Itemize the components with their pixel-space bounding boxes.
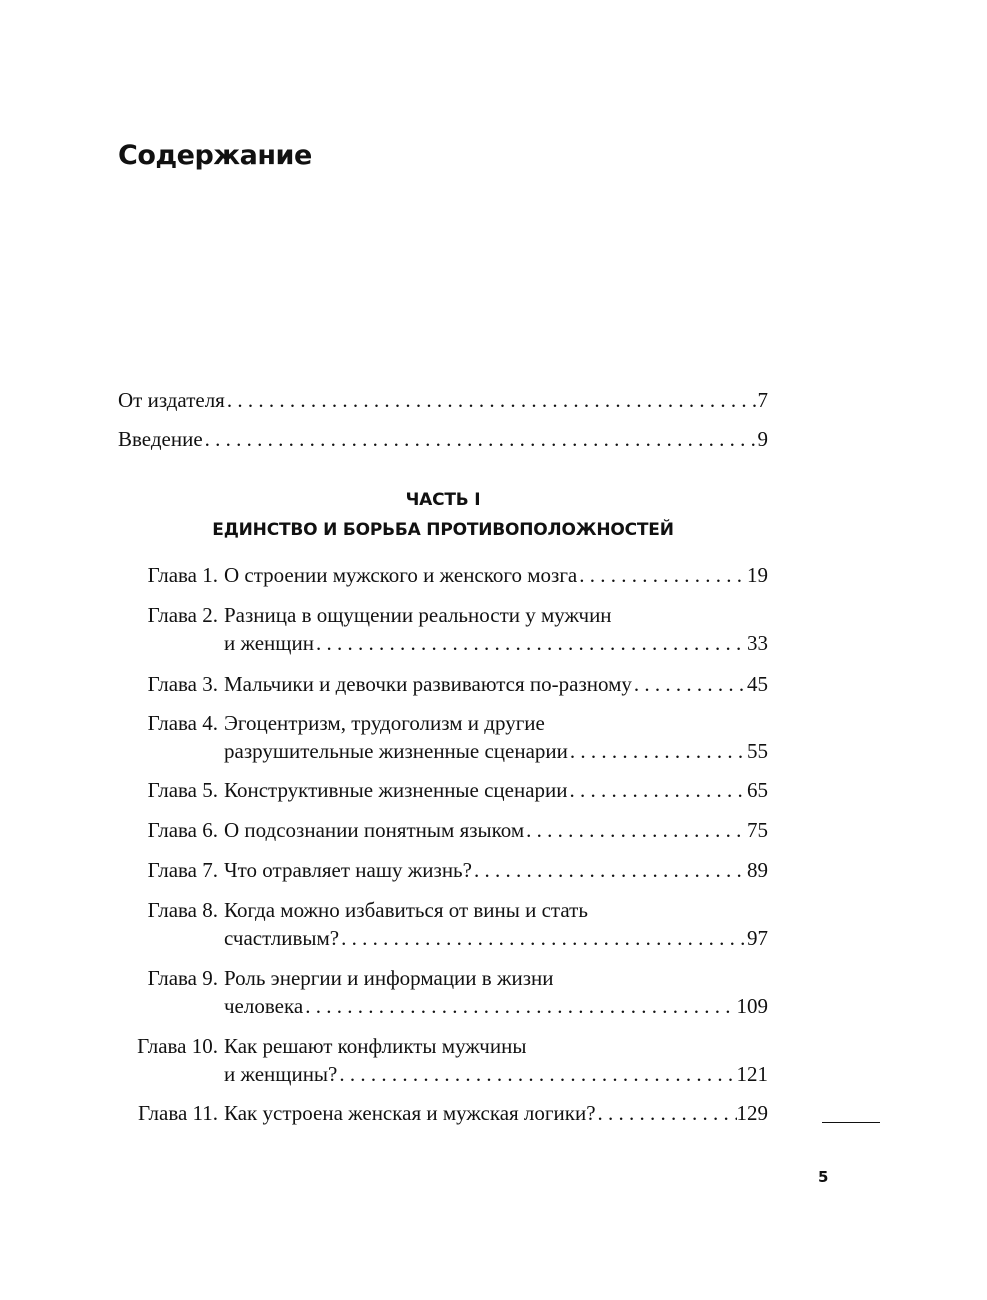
- chapter-label: Глава 5.: [147, 778, 218, 802]
- dot-leader: [577, 563, 747, 588]
- chapter-title: Что отравляет нашу жизнь?: [224, 858, 472, 882]
- toc-entry-chapter-5: [126, 778, 768, 803]
- dot-leader: [203, 427, 758, 452]
- toc-entry-introduction: [118, 427, 768, 452]
- chapter-label: Глава 2.: [147, 603, 218, 627]
- dot-leader: [568, 739, 747, 764]
- chapter-page: 33: [747, 631, 768, 655]
- toc-entry-title: Введение: [118, 427, 203, 451]
- chapter-page: 129: [736, 1101, 768, 1125]
- chapter-label: Глава 11.: [137, 1101, 218, 1125]
- chapter-title-cont: и женщин: [224, 631, 314, 655]
- toc-entry-chapter-3: [126, 672, 768, 697]
- toc-entry-page: 7: [757, 388, 768, 412]
- chapter-title-cont: и женщины?: [224, 1062, 338, 1086]
- dot-leader: [303, 994, 736, 1019]
- chapter-label: Глава 3.: [147, 672, 218, 696]
- chapter-title: О строении мужского и женского мозга: [224, 563, 578, 587]
- toc-entry-chapter-2-cont: [224, 631, 768, 656]
- chapter-page: 19: [747, 563, 768, 587]
- chapter-page: 55: [747, 739, 768, 763]
- toc-entry-chapter-10: [118, 1034, 768, 1059]
- chapter-title-cont: счастливым?: [224, 926, 340, 950]
- toc-entry-title: От издателя: [118, 388, 225, 412]
- chapter-page: 45: [747, 672, 768, 696]
- chapter-title: Разница в ощущении реальности у мужчин: [224, 603, 612, 627]
- chapter-title: Роль энергии и информации в жизни: [224, 966, 554, 990]
- chapter-page: 109: [736, 994, 768, 1018]
- chapter-title: Когда можно избавиться от вины и стать: [224, 898, 588, 922]
- part-label: ЧАСТЬ I: [405, 490, 481, 510]
- chapter-title: Конструктивные жизненные сценарии: [224, 778, 568, 802]
- toc-entry-chapter-10-cont: [224, 1062, 768, 1087]
- dot-leader: [337, 1062, 736, 1087]
- dot-leader: [314, 631, 747, 656]
- chapter-label: Глава 4.: [147, 711, 218, 735]
- chapter-title: Мальчики и девочки развиваются по-разному: [224, 672, 632, 696]
- chapter-label: Глава 6.: [147, 818, 218, 842]
- dot-leader: [225, 388, 758, 413]
- toc-entry-chapter-9-cont: [224, 994, 768, 1019]
- toc-entry-chapter-11: [118, 1101, 768, 1126]
- chapter-label: Глава 1.: [147, 563, 218, 587]
- page-title: Содержание: [118, 140, 312, 171]
- chapter-title: Как устроена женская и мужская логики?: [224, 1101, 596, 1125]
- dot-leader: [596, 1101, 737, 1126]
- toc-entry-publisher: [118, 388, 768, 413]
- chapter-page: 75: [747, 818, 768, 842]
- toc-entry-chapter-8: [126, 898, 768, 923]
- chapter-page: 89: [747, 858, 768, 882]
- chapter-page: 121: [736, 1062, 768, 1086]
- page-number: 5: [818, 1168, 829, 1186]
- chapter-title: О подсознании понятным языком: [224, 818, 525, 842]
- chapter-title: Как решают конфликты мужчины: [224, 1034, 527, 1058]
- toc-entry-chapter-7: [126, 858, 768, 883]
- toc-entry-chapter-4-cont: [224, 739, 768, 764]
- toc-entry-chapter-6: [126, 818, 768, 843]
- toc-entry-chapter-2: [126, 603, 768, 628]
- dot-leader: [524, 818, 747, 843]
- chapter-title: Эгоцентризм, трудоголизм и другие: [224, 711, 545, 735]
- dot-leader: [632, 672, 747, 697]
- toc-entry-chapter-8-cont: [224, 926, 768, 951]
- chapter-title-cont: разрушительные жизненные сценарии: [224, 739, 568, 763]
- chapter-label: Глава 8.: [147, 898, 218, 922]
- toc-entry-chapter-1: [126, 563, 768, 588]
- chapter-page: 65: [747, 778, 768, 802]
- toc-entry-chapter-4: [126, 711, 768, 736]
- dot-leader: [568, 778, 747, 803]
- toc-entry-page: 9: [757, 427, 768, 451]
- chapter-label: Глава 7.: [147, 858, 218, 882]
- chapter-label: Глава 9.: [147, 966, 218, 990]
- part-title: ЕДИНСТВО И БОРЬБА ПРОТИВОПОЛОЖНОСТЕЙ: [212, 520, 674, 540]
- footer-rule: [822, 1122, 880, 1123]
- dot-leader: [472, 858, 747, 883]
- chapter-title-cont: человека: [224, 994, 304, 1018]
- toc-entry-chapter-9: [126, 966, 768, 991]
- dot-leader: [339, 926, 747, 951]
- chapter-label: Глава 10.: [137, 1034, 218, 1058]
- chapter-page: 97: [747, 926, 768, 950]
